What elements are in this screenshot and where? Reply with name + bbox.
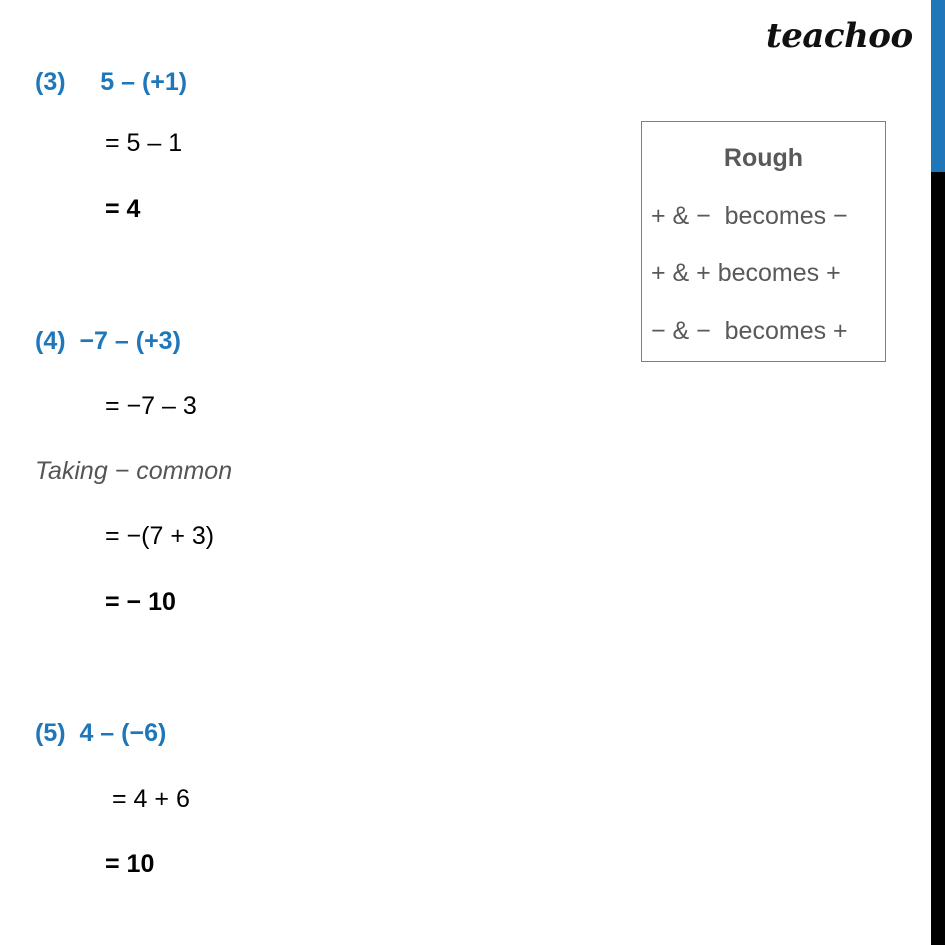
problem-3-answer: = 4 (105, 195, 141, 223)
rough-rule-3: − & − becomes + (651, 317, 848, 345)
problem-5-answer: = 10 (105, 850, 155, 878)
teachoo-logo: teachoo (766, 16, 913, 56)
problem-5-step-1: = 4 + 6 (112, 785, 190, 813)
problem-3-header: (3) 5 – (+1) (35, 68, 188, 96)
problem-5-header: (5) 4 – (−6) (35, 719, 167, 747)
rough-rule-1: + & − becomes − (651, 202, 848, 230)
sidebar-accent (931, 0, 945, 172)
rough-rule-2: + & + becomes + (651, 259, 841, 287)
problem-4-note: Taking − common (35, 457, 233, 485)
problem-4-step-2: = −(7 + 3) (105, 522, 215, 550)
rough-title: Rough (723, 144, 804, 172)
problem-4-header: (4) −7 – (+3) (35, 327, 181, 355)
rough-box (641, 121, 886, 362)
problem-3-step-1: = 5 – 1 (105, 129, 183, 157)
problem-4-step-1: = −7 – 3 (105, 392, 197, 420)
problem-4-answer: = − 10 (105, 588, 176, 616)
